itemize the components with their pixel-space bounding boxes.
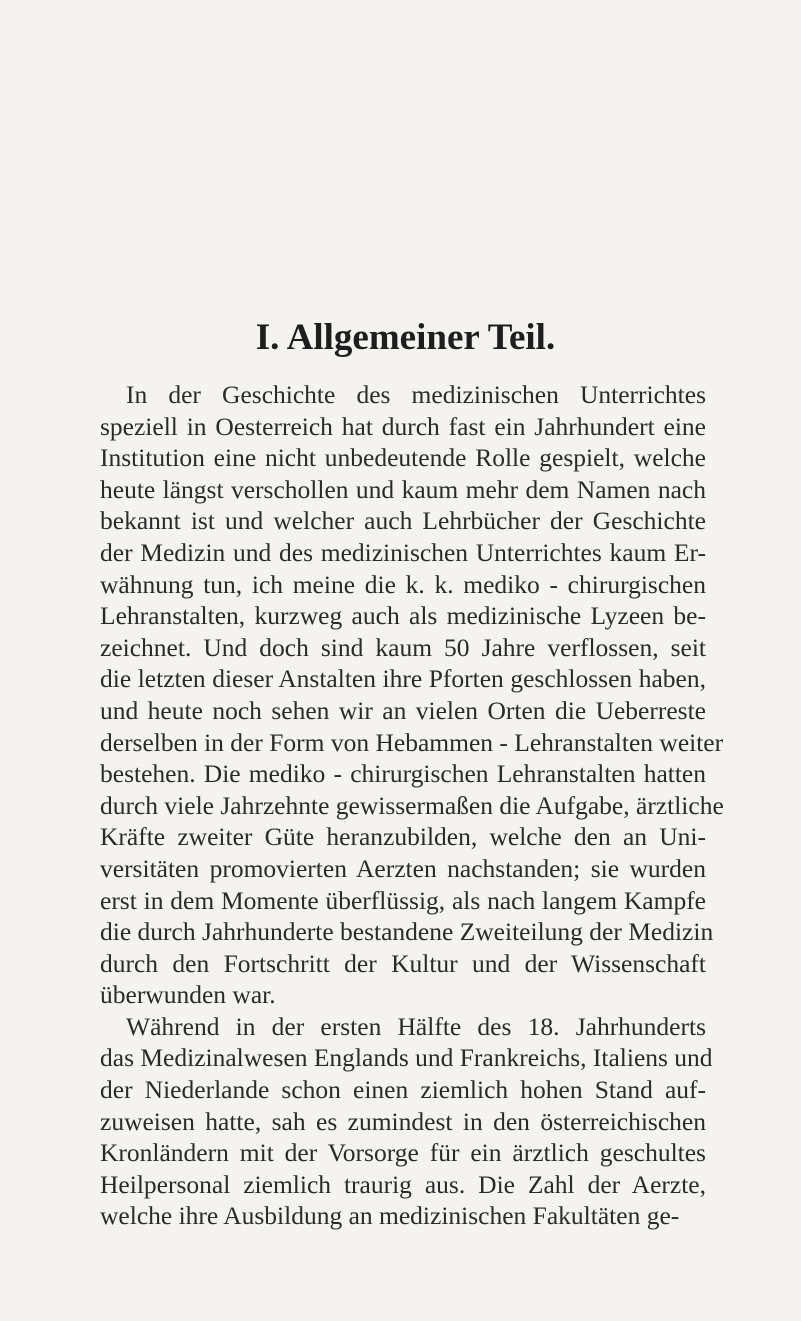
text-line: Kronländern mit der Vorsorge für ein ärztlich geschultes xyxy=(100,1138,706,1168)
text-line: In der Geschichte des medizinischen Unterrichtes xyxy=(126,380,706,409)
text-line: zeichnet. Und doch sind kaum 50 Jahre verflossen, seit xyxy=(100,632,706,662)
body-text xyxy=(100,379,724,1232)
text-line: derselben in der Form von Hebammen - Lehranstalten weiter xyxy=(100,727,724,757)
text-line: wähnung tun, ich meine die k. k. mediko - chirurgischen xyxy=(100,569,706,599)
text-line: der Niederlande schon einen ziemlich hohen Stand auf- xyxy=(100,1075,706,1105)
text-line: bestehen. Die mediko - chirurgischen Lehranstalten hatten xyxy=(100,759,706,789)
text-line: bekannt ist und welcher auch Lehrbücher der Geschichte xyxy=(100,506,706,536)
text-line: das Medizinalwesen Englands und Frankreichs, Italiens und xyxy=(100,1043,713,1073)
text-line: erst in dem Momente überflüssig, als nach langem Kampfe xyxy=(100,885,706,915)
text-line: überwunden war. xyxy=(100,980,276,1010)
text-line: welche ihre Ausbildung an medizinischen Fakultäten ge- xyxy=(100,1201,680,1231)
text-line: Während in der ersten Hälfte des 18. Jahrhunderts xyxy=(126,1011,706,1041)
paragraph xyxy=(100,1011,713,1232)
chapter-heading: I. Allgemeiner Teil. xyxy=(255,317,556,358)
paragraph xyxy=(100,379,724,1011)
text-line: der Medizin und des medizinischen Unterrichtes kaum Er- xyxy=(100,537,706,567)
text-line: und heute noch sehen wir an vielen Orten die Ueberreste xyxy=(100,695,706,725)
text-line: Institution eine nicht unbedeutende Rolle gespielt, welche xyxy=(100,443,706,473)
text-line: durch den Fortschritt der Kultur und der Wissenschaft xyxy=(100,948,706,978)
text-line: speziell in Oesterreich hat durch fast ein Jahrhundert eine xyxy=(100,411,706,441)
text-line: heute längst verschollen und kaum mehr dem Namen nach xyxy=(100,474,706,504)
text-line: Heilpersonal ziemlich traurig aus. Die Zahl der Aerzte, xyxy=(100,1169,706,1199)
text-line: Lehranstalten, kurzweg auch als medizinische Lyzeen be- xyxy=(100,601,706,631)
text-line: die durch Jahrhunderte bestandene Zweiteilung der Medizin xyxy=(100,917,714,947)
text-line: die letzten dieser Anstalten ihre Pforten geschlossen haben, xyxy=(100,664,706,694)
text-line: Kräfte zweiter Güte heranzubilden, welche den an Uni- xyxy=(100,822,706,852)
text-line: versitäten promovierten Aerzten nachstanden; sie wurden xyxy=(100,853,706,883)
text-line: durch viele Jahrzehnte gewissermaßen die Aufgabe, ärztliche xyxy=(100,790,724,820)
text-line: zuweisen hatte, sah es zumindest in den österreichischen xyxy=(100,1106,706,1136)
